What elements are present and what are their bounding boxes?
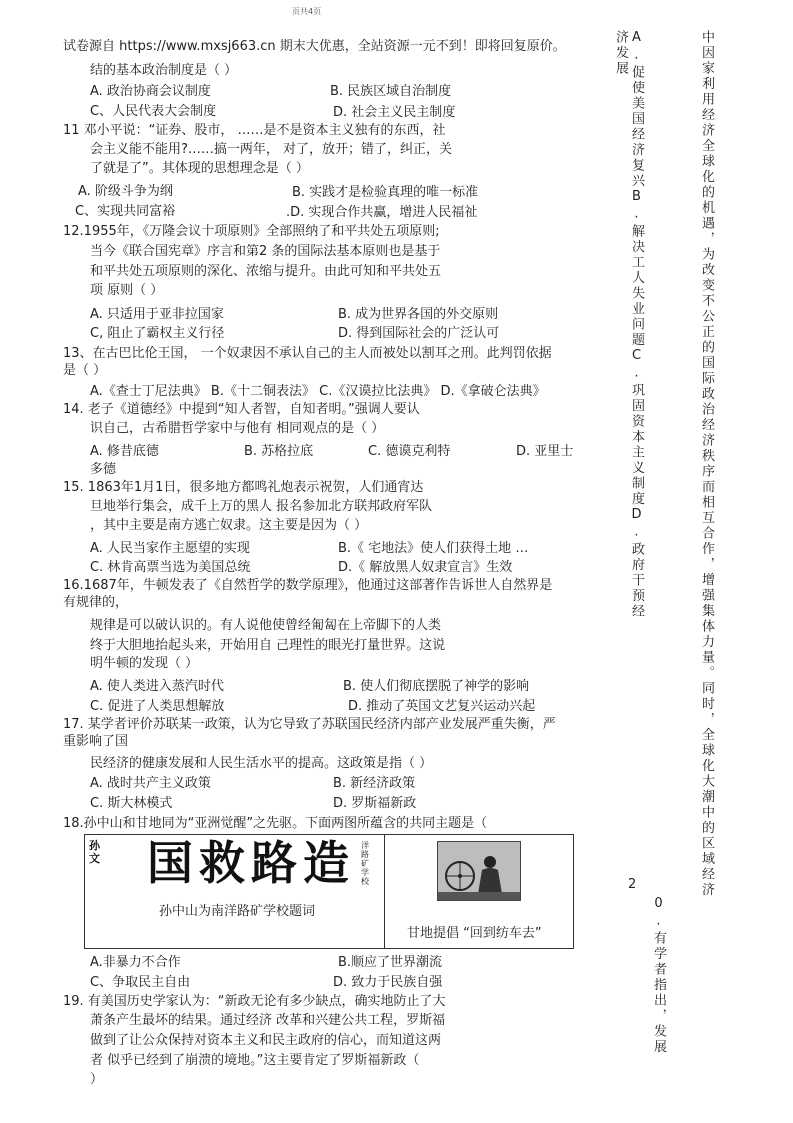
q15-option-b: B.《 宅地法》使人们获得土地 …: [338, 541, 529, 556]
q12-option-d: D. 得到国际社会的广泛认可: [338, 326, 500, 341]
q16-option-a: A. 使人类进入蒸汽时代: [90, 679, 224, 694]
q15-line1: 15. 1863年1月1日，很多地方都鸣礼炮表示祝贺，人们通宵达: [63, 480, 424, 495]
vertical-column-passage: 中因家利用经济全球化的机遇，为改变不公正的国际政治经济秩序而相互合作，增强集体力量。同时，全球化大潮中的区域经济: [699, 30, 714, 898]
source-banner[interactable]: 试卷源自 https://www.mxsj663.cn 期末大优惠，全站资源一元不到！即将回复原价。: [63, 39, 566, 54]
q17-option-b: B. 新经济政策: [333, 776, 416, 791]
q18-option-a: A.非暴力不合作: [90, 955, 181, 970]
q14-option-d-cont: 多德: [90, 462, 117, 477]
q16-option-c: C. 促进了人类思想解放: [90, 699, 225, 714]
gandhi-figure-caption: 甘地提倡 “回到纺车去”: [407, 926, 542, 941]
q19-line1: 19. 有美国历史学家认为：“新政无论有多少缺点，确实地防止了大: [63, 994, 446, 1009]
page-header: 页共4页: [292, 7, 322, 16]
q18-option-d: D. 致力于民族自强: [333, 975, 443, 990]
q17-option-d: D. 罗斯福新政: [333, 796, 417, 811]
q19-line3: 做到了让公众保持对资本主义和民主政府的信心，而知道这两: [90, 1033, 442, 1048]
q18-option-c: C、争取民主自由: [90, 975, 191, 990]
q16-line1: 16.1687年，牛顿发表了《自然哲学的数学原理》，他通过这部著作告诉世人自然界是: [63, 578, 553, 593]
inscription-calligraphy: 国救路造: [147, 836, 355, 890]
q13-line1: 13、在古巴比伦王国， 一个奴隶因不承认自己的主人而被处以割耳之刑。此判罚依据: [63, 346, 552, 361]
inscription-signature: 孙文: [89, 839, 100, 865]
q10-stem: 结的基本政治制度是（ ）: [90, 63, 238, 78]
sun-yatsen-inscription-figure: [84, 834, 386, 949]
q17-option-a: A. 战时共产主义政策: [90, 776, 211, 791]
q16-option-b: B. 使人们彻底摆脱了神学的影响: [343, 679, 530, 694]
q19-line5: ）: [90, 1072, 104, 1087]
q19-line2: 萧条产生最坏的结果。通过经济 改革和兴建公共工程，罗斯福: [90, 1013, 446, 1028]
q17-line2: 重影响了国: [63, 734, 129, 749]
q15-line2: 旦地举行集会，成千上万的黑人 报名参加北方联邦政府军队: [90, 499, 433, 514]
q12-line2: 当今《联合国宪章》序言和第2 条的国际法基本原则也是基于: [90, 244, 441, 259]
q16-line4: 终于大胆地抬起头来，开始用自 己理性的眼光打量世界。这说: [90, 638, 446, 653]
q12-line1: 12.1955年，《万隆会议十项原则》全部照纳了和平共处五项原则;: [63, 224, 440, 239]
q17-line3: 民经济的健康发展和人民生活水平的提高。这政策是指（ ）: [90, 756, 433, 771]
q11-option-b: B. 实践才是检验真理的唯一标准: [292, 185, 479, 200]
q10-option-d: D. 社会主义民主制度: [333, 105, 456, 120]
q16-line3: 规律是可以破认识的。有人说他使曾经匍匐在上帝脚下的人类: [90, 618, 442, 633]
q11-option-d: .D. 实现合作共赢，增进人民福祉: [286, 205, 478, 220]
q14-option-a: A. 修昔底德: [90, 444, 159, 459]
inscription-side-note: 洋路矿学校: [361, 841, 369, 886]
q13-options: A.《查士丁尼法典》 B.《十二铜表法》 C.《汉谟拉比法典》 D.《拿破仑法典》: [90, 384, 546, 399]
q17-line1: 17. 某学者评价苏联某一政策，认为它导致了苏联国民经济内部产业发展严重失衡，严: [63, 717, 556, 732]
q13-line2: 是（ ）: [63, 363, 107, 378]
q16-line5: 明牛顿的发现（ ）: [90, 656, 199, 671]
q11-line3: 了就是了”。其体现的思想理念是（ ）: [90, 161, 309, 176]
q10-option-c: C、人民代表大会制度: [90, 104, 217, 119]
vertical-column-q20-start: 0.有学者指出，发展: [651, 896, 666, 1055]
q12-line4: 项 原则（ ）: [90, 283, 164, 298]
q14-line1: 14. 老子《道德经》中提到“知人者智，自知者明。”强调人要认: [63, 402, 420, 417]
q15-option-a: A. 人民当家作主愿望的实现: [90, 541, 250, 556]
q16-option-d: D. 推动了英国文艺复兴运动兴起: [348, 699, 536, 714]
gandhi-spinning-photo: [437, 841, 521, 901]
q11-line1: 11 邓小平说：“证券、股市， ……是不是资本主义独有的东西，社: [63, 123, 446, 138]
q10-option-a: A. 政治协商会议制度: [90, 84, 211, 99]
gandhi-silhouette-icon: [438, 842, 520, 900]
gandhi-spinning-wheel-figure: [384, 834, 574, 949]
q12-option-b: B. 成为世界各国的外交原则: [338, 307, 499, 322]
q16-line2: 有规律的，: [63, 595, 129, 610]
q14-line2: 识自己，古希腊哲学家中与他有 相同观点的是（ ）: [90, 421, 385, 436]
q12-option-a: A. 只适用于亚非拉国家: [90, 307, 224, 322]
q18-option-b: B.顺应了世界潮流: [338, 955, 443, 970]
q14-option-d: D. 亚里士: [516, 444, 574, 459]
q10-option-b: B. 民族区域自治制度: [330, 84, 452, 99]
q15-line3: ，其中主要是南方逃亡奴隶。这主要是因为（ ）: [90, 518, 368, 533]
q14-option-b: B. 苏格拉底: [244, 444, 314, 459]
q11-line2: 会主义能不能用?……搞一两年， 对了，放开；错了，纠正，关: [90, 142, 453, 157]
q19-line4: 者 似乎已经到了崩溃的境地。”这主要肯定了罗斯福新政（: [90, 1053, 420, 1068]
q11-option-a: A. 阶级斗争为纲: [78, 184, 173, 199]
vertical-column-options: A.促使美国经济复兴B.解决工人失业问题C.巩固资本主义制度D.政府干预经济发展: [613, 30, 644, 620]
q18-line1: 18.孙中山和甘地同为“亚洲觉醒”之先驱。下面两图所蕴含的共同主题是（: [63, 816, 488, 831]
sun-yatsen-figure-caption: 孙中山为南洋路矿学校题词: [159, 904, 316, 919]
q15-option-d: D.《 解放黑人奴隶宣言》生效: [338, 560, 513, 575]
vertical-page-number: 2: [628, 877, 637, 892]
q14-option-c: C. 德谟克利特: [368, 444, 451, 459]
q12-line3: 和平共处五项原则的深化、浓缩与提升。由此可知和平共处五: [90, 264, 442, 279]
q15-option-c: C. 林肯高票当选为美国总统: [90, 560, 251, 575]
q17-option-c: C. 斯大林模式: [90, 796, 173, 811]
q11-option-c: C、实现共同富裕: [75, 204, 176, 219]
q12-option-c: C, 阻止了霸权主义行径: [90, 326, 225, 341]
